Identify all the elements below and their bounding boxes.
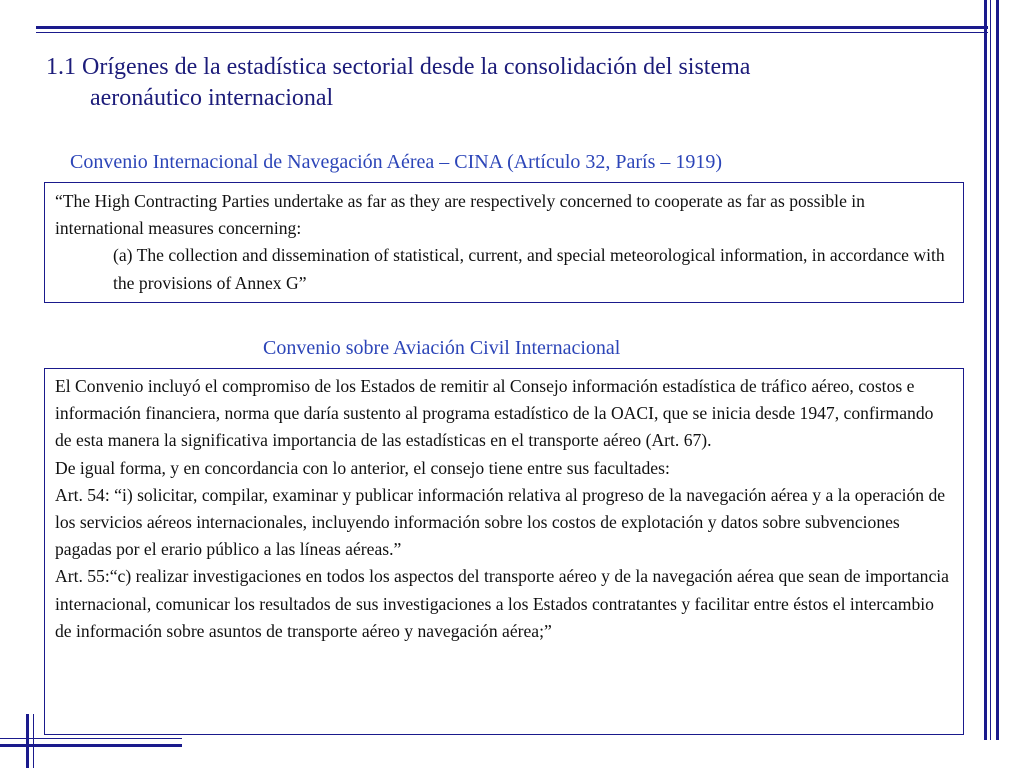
convention-paragraph bbox=[55, 373, 953, 455]
art-54-paragraph bbox=[55, 482, 953, 564]
art-54-text: “i) solicitar, compilar, examinar y publicar información relativa al progreso de la navegación aérea y a la operación de los servicios aéreos internacionales, incluyendo información sobre los costos de explotación y datos sobre subvenciones pagadas por el erario público a las líneas aéreas.” bbox=[55, 484, 946, 560]
convention-paragraph-end: . bbox=[707, 430, 712, 451]
art-55-text: “c) realizar investigaciones en todos los aspectos del transporte aéreo y de la navegación aérea que sean de importancia internacional, comunicar los resultados de sus investigaciones a los Estados contratantes y facilitar entre éstos el intercambio de información sobre asuntos de transporte aéreo y navegación aérea;” bbox=[55, 566, 949, 641]
page-title-line1: 1.1 Orígenes de la estadística sectorial desde la consolidación del sistema bbox=[46, 54, 751, 80]
cina-quote-paragraph: “The High Contracting Parties undertake as far as they are respectively concerned to cooperate as far as possible in international measures concerning: bbox=[55, 191, 865, 239]
frame-right-line-thin bbox=[990, 0, 991, 740]
frame-bottom-line bbox=[0, 744, 182, 747]
frame-right-line bbox=[984, 0, 987, 740]
frame-top-line-thin bbox=[36, 32, 988, 33]
art-55-paragraph bbox=[55, 563, 953, 645]
art-54-label: Art. 54: bbox=[55, 484, 110, 505]
section2-heading: Convenio sobre Aviación Civil Internacional bbox=[263, 337, 621, 359]
frame-left-line bbox=[26, 714, 29, 768]
frame-right-line-outer bbox=[996, 0, 999, 740]
art-67-reference: (Art. 67) bbox=[645, 430, 708, 451]
cina-quote-item-a: (a) The collection and dissemination of statistical, current, and special meteorological information, in accordance with the provisions of Annex G” bbox=[113, 245, 945, 293]
convention-paragraph-text: El Convenio incluyó el compromiso de los Estados de remitir al Consejo información estadística de tráfico aéreo, costos e información financiera, norma que daría sustento al programa estadístico de la OACI, que se inicia desde 1947, confirmando de esta manera la significativa importancia de las estadísticas en el transporte aéreo bbox=[55, 376, 934, 451]
frame-left-line-thin bbox=[33, 714, 34, 768]
frame-top-line bbox=[36, 26, 988, 29]
frame-bottom-line-thin bbox=[0, 738, 182, 739]
text-box-civil-aviation bbox=[44, 368, 964, 735]
section1-heading: Convenio Internacional de Navegación Aérea – CINA (Artículo 32, París – 1919) bbox=[70, 151, 723, 173]
page-title bbox=[46, 52, 946, 114]
page-title-line2: aeronáutico internacional bbox=[90, 85, 334, 111]
council-powers-paragraph: De igual forma, y en concordancia con lo anterior, el consejo tiene entre sus facultades: bbox=[55, 457, 670, 478]
art-55-label: Art. 55: bbox=[55, 566, 110, 587]
quote-box-cina bbox=[44, 182, 964, 303]
